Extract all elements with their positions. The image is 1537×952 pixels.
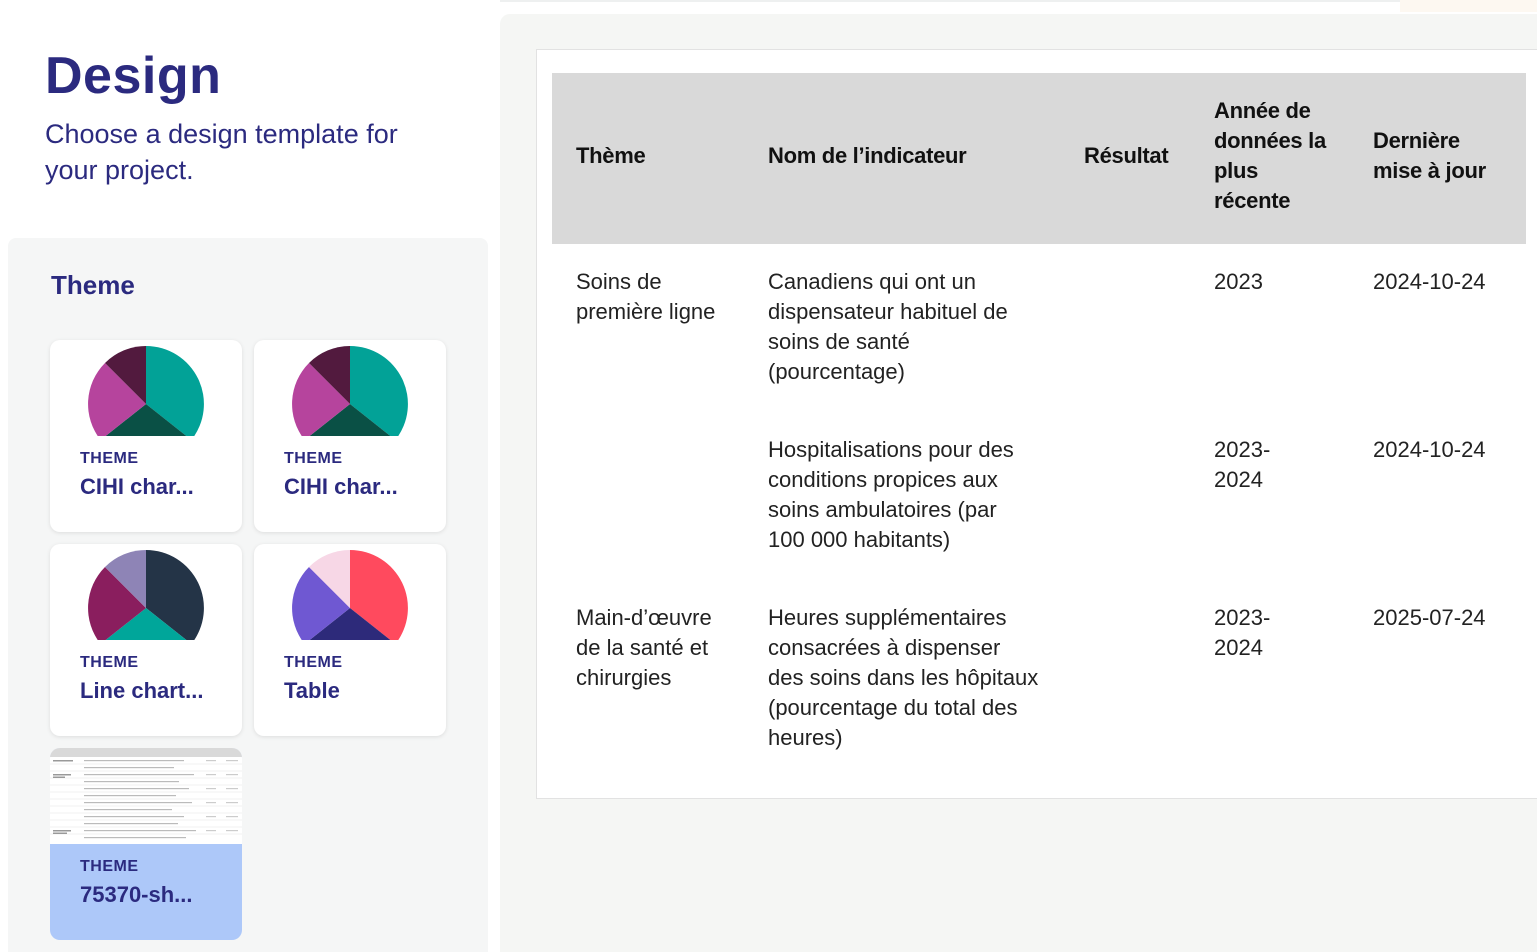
table-header-row — [552, 73, 1526, 244]
column-header-result: Résultat — [1084, 143, 1169, 168]
theme-card-table[interactable] — [254, 544, 446, 736]
card-kicker: THEME — [80, 654, 139, 671]
cell-indicator-line: Hospitalisations pour des — [768, 437, 1014, 462]
column-header-year-line: récente — [1214, 188, 1291, 213]
top-accent — [1400, 0, 1537, 12]
cell-updated: 2024-10-24 — [1373, 269, 1486, 294]
cell-indicator-line: (pourcentage) — [768, 359, 905, 384]
column-header-updated-line: Dernière — [1373, 128, 1460, 153]
cell-indicator-line: dispensateur habituel de — [768, 299, 1008, 324]
column-header-theme: Thème — [576, 143, 646, 168]
cell-year — [1214, 435, 1270, 495]
pie-chart-thumbnail — [88, 346, 204, 436]
cell-theme-line: chirurgies — [576, 665, 672, 690]
card-name: Line chart... — [80, 678, 204, 703]
cell-indicator — [768, 603, 1038, 753]
theme-panel — [8, 238, 488, 952]
table-thumbnail — [50, 748, 242, 844]
cell-updated: 2024-10-24 — [1373, 437, 1486, 462]
card-name: CIHI char... — [80, 474, 194, 499]
column-header-year-line: données la — [1214, 128, 1326, 153]
cell-indicator-line: soins de santé — [768, 329, 910, 354]
page-subtitle: Choose a design template for your project. — [45, 119, 398, 185]
column-header-year — [1214, 96, 1326, 216]
table-thumbnail-lines — [50, 748, 242, 844]
column-header-indicator: Nom de l’indicateur — [768, 143, 967, 168]
cell-year — [1214, 603, 1270, 663]
card-name: CIHI char... — [284, 474, 398, 499]
cell-indicator-line: 100 000 habitants) — [768, 527, 951, 552]
card-kicker: THEME — [284, 654, 343, 671]
cell-year-line: 2024 — [1214, 467, 1263, 492]
theme-heading: Theme — [51, 270, 135, 300]
cell-year: 2023 — [1214, 269, 1263, 294]
theme-card-75370-selected[interactable] — [50, 748, 242, 940]
cell-year-line: 2023- — [1214, 437, 1271, 462]
cell-indicator-line: des soins dans les hôpitaux — [768, 665, 1039, 690]
cell-theme-line: première ligne — [576, 299, 716, 324]
cell-indicator-line: Heures supplémentaires — [768, 605, 1007, 630]
column-header-year-line: plus — [1214, 158, 1259, 183]
pie-chart-thumbnail — [292, 346, 408, 436]
cell-theme-line: de la santé et — [576, 635, 709, 660]
cell-indicator-line: soins ambulatoires (par — [768, 497, 997, 522]
cell-theme-line: Main-d’œuvre — [576, 605, 712, 630]
cell-indicator-line: conditions propices aux — [768, 467, 998, 492]
cell-updated: 2025-07-24 — [1373, 605, 1486, 630]
preview-pane — [500, 14, 1537, 952]
cell-indicator-line: consacrées à dispenser — [768, 635, 1001, 660]
pie-chart-thumbnail — [292, 550, 408, 640]
page-title: Design — [45, 47, 222, 105]
column-header-updated-line: mise à jour — [1373, 158, 1486, 183]
card-kicker: THEME — [284, 450, 343, 467]
column-header-year-line: Année de — [1214, 98, 1311, 123]
cell-indicator — [768, 267, 1008, 387]
card-kicker: THEME — [80, 858, 139, 875]
theme-card-cihi-chart-1[interactable] — [50, 340, 242, 532]
cell-indicator-line: heures) — [768, 725, 843, 750]
cell-theme — [576, 267, 715, 327]
theme-card-cihi-chart-2[interactable] — [254, 340, 446, 532]
table-preview — [536, 49, 1537, 799]
cell-indicator-line: (pourcentage du total des — [768, 695, 1018, 720]
cell-year-line: 2024 — [1214, 635, 1263, 660]
cell-indicator — [768, 435, 1014, 555]
card-name: Table — [284, 678, 340, 703]
theme-card-line-chart[interactable] — [50, 544, 242, 736]
column-header-updated — [1373, 126, 1486, 186]
cell-indicator-line: Canadiens qui ont un — [768, 269, 976, 294]
cell-theme — [576, 603, 712, 693]
indicator-table — [552, 73, 1526, 750]
design-sidebar — [0, 0, 500, 952]
cell-year-line: 2023- — [1214, 605, 1271, 630]
cell-theme-line: Soins de — [576, 269, 662, 294]
card-name: 75370-sh... — [80, 882, 193, 907]
pie-chart-thumbnail — [88, 550, 204, 640]
card-kicker: THEME — [80, 450, 139, 467]
